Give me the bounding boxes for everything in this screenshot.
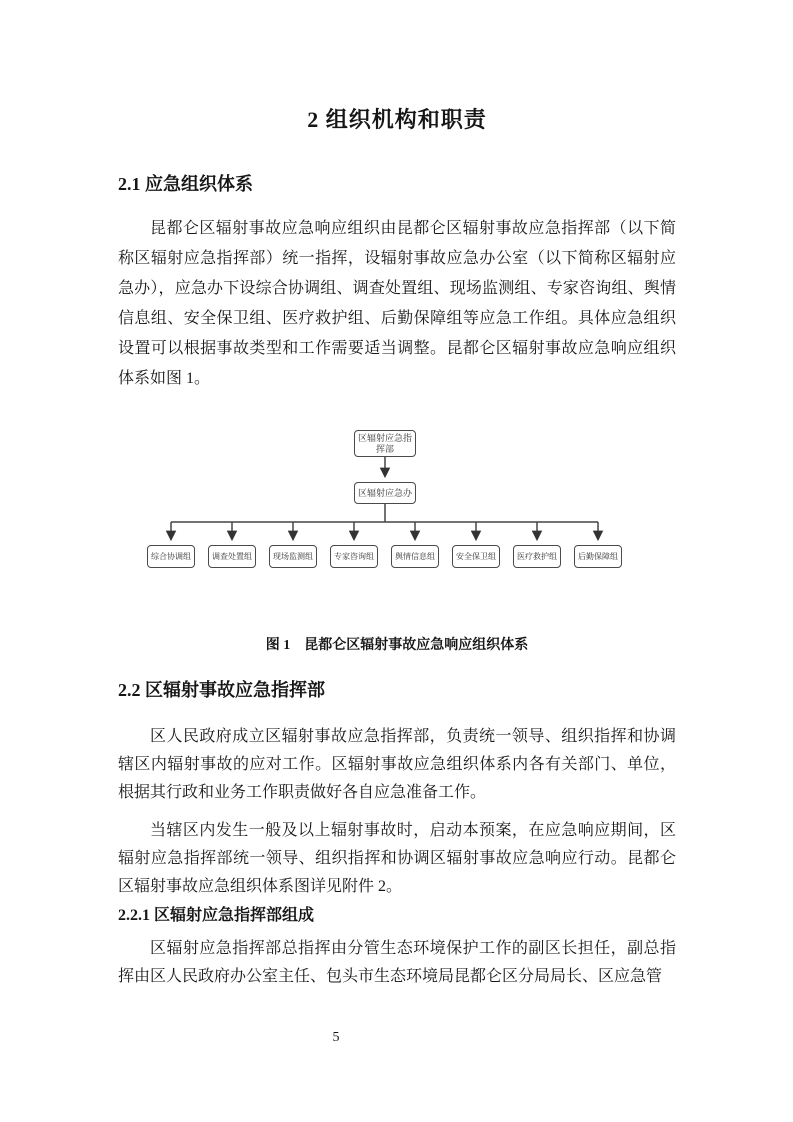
org-node-group-medical: 医疗救护组 xyxy=(513,545,561,568)
section-2-2-heading: 2.2 区辐射事故应急指挥部 xyxy=(118,680,325,700)
section-2-2-paragraph-2: 当辖区内发生一般及以上辐射事故时，启动本预案，在应急响应期间，区辐射应急指挥部统一领导、组织指挥和协调区辐射事故应急响应行动。昆都仑区辐射事故应急组织体系图详见附件 2。 xyxy=(118,822,676,895)
section-2-2-1-paragraph: 区辐射应急指挥部总指挥由分管生态环境保护工作的副区长担任，副总指挥由区人民政府办公室主任、包头市生态环境局昆都仑区分局局长、区应急管 xyxy=(118,940,676,985)
section-2-2-1-heading: 2.2.1 区辐射应急指挥部组成 xyxy=(118,907,315,924)
org-node-group-logistics: 后勤保障组 xyxy=(574,545,622,568)
page-number: 5 xyxy=(332,1030,340,1045)
org-node-group-monitoring: 现场监测组 xyxy=(269,545,317,568)
text-column xyxy=(118,0,676,991)
section-2-2-paragraph-1: 区人民政府成立区辐射事故应急指挥部，负责统一领导、组织指挥和协调辖区内辐射事故的应对工作。区辐射事故应急组织体系内各有关部门、单位，根据其行政和业务工作职责做好各自应急准备工作。 xyxy=(118,728,676,801)
section-2-1-heading: 2.1 应急组织体系 xyxy=(118,174,253,194)
org-node-group-coordination: 综合协调组 xyxy=(147,545,195,568)
org-node-group-public-opinion: 舆情信息组 xyxy=(391,545,439,568)
org-node-emergency-office: 区辐射应急办 xyxy=(354,482,416,504)
section-2-1-paragraph: 昆都仑区辐射事故应急响应组织由昆都仑区辐射事故应急指挥部（以下简称区辐射应急指挥部）统一指挥，设辐射事故应急办公室（以下简称区辐射应急办），应急办下设综合协调组、调查处置组、现场监测组、专家咨询组、舆情信息组、安全保卫组、医疗救护组、后勤保障组等应急工作组。具体应急组织设置可以根据事故类型和工作需要适当调整。昆都仑区辐射事故应急响应组织体系如图 1。 xyxy=(118,220,676,387)
org-node-group-security: 安全保卫组 xyxy=(452,545,500,568)
figure-caption: 图 1 昆都仑区辐射事故应急响应组织体系 xyxy=(265,638,529,653)
chapter-title: 2 组织机构和职责 xyxy=(307,107,487,132)
org-node-group-experts: 专家咨询组 xyxy=(330,545,378,568)
org-chart-figure xyxy=(118,430,676,570)
org-node-command-hq: 区辐射应急指挥部 xyxy=(354,430,416,457)
org-node-group-investigation: 调查处置组 xyxy=(208,545,256,568)
